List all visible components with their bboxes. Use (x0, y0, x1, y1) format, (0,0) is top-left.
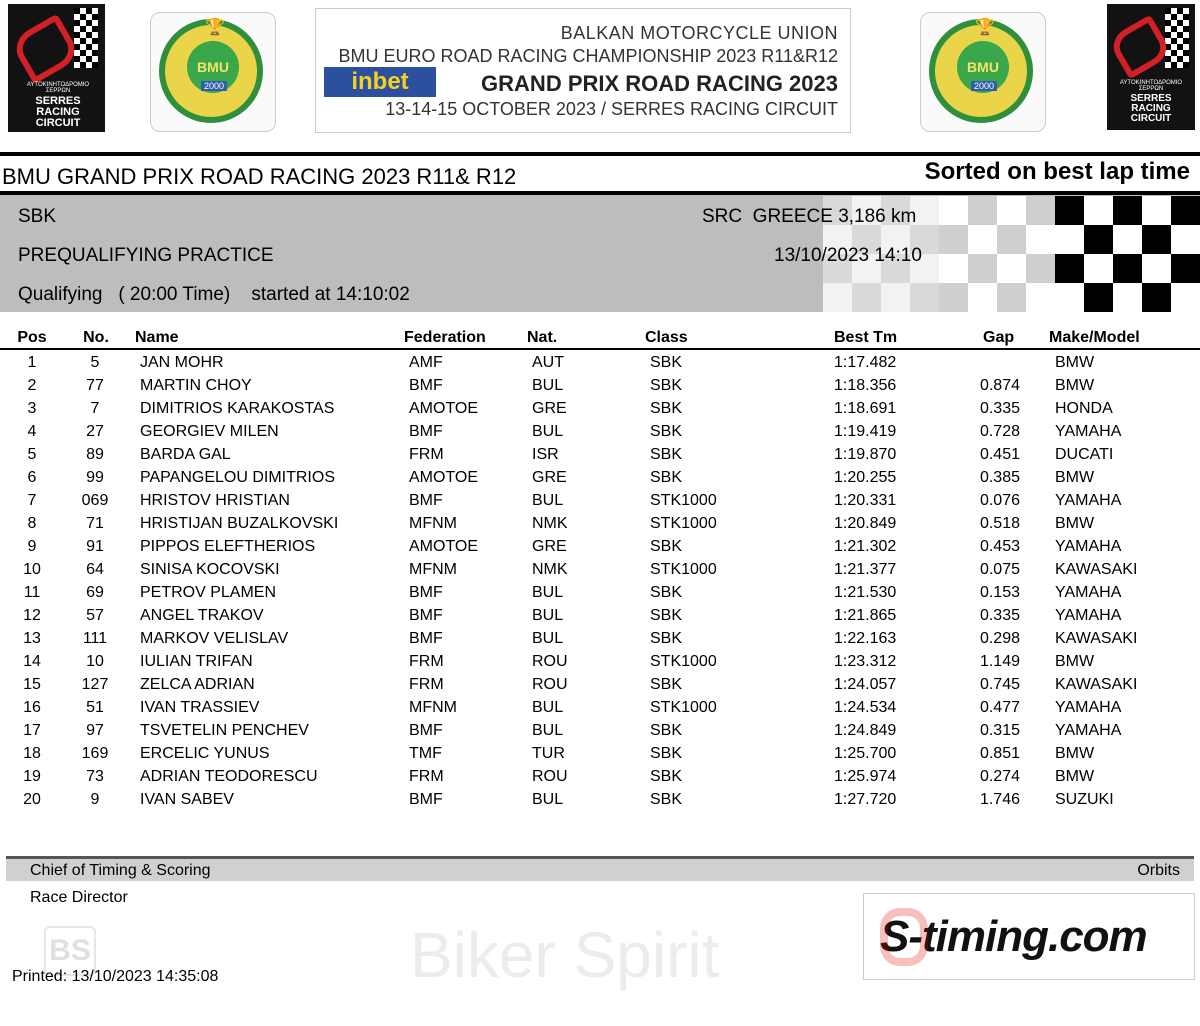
cell-fed: AMOTOE (409, 469, 479, 486)
cell-nat: BUL (532, 492, 564, 509)
cell-fed: BMF (409, 722, 443, 739)
cell-best: 1:20.331 (834, 492, 897, 509)
cell-gap: 1.746 (979, 791, 1020, 808)
table-header-underline (0, 348, 1200, 350)
biker-spirit-watermark: Biker Spirit (410, 919, 720, 991)
cell-fed: BMF (409, 423, 443, 440)
cell-make: YAMAHA (1055, 538, 1122, 555)
serres-circuit-logo-right (1107, 4, 1195, 130)
cell-cls: SBK (650, 791, 683, 808)
table-row (0, 515, 1200, 538)
cell-best: 1:21.302 (834, 538, 897, 555)
cell-cls: SBK (650, 538, 683, 555)
cell-cls: SBK (650, 745, 683, 762)
cell-best: 1:24.534 (834, 699, 897, 716)
checker-square (997, 196, 1026, 225)
cell-make: YAMAHA (1055, 584, 1122, 601)
cell-make: YAMAHA (1055, 722, 1122, 739)
col-name: Name (135, 329, 179, 346)
cell-name: IVAN TRASSIEV (140, 699, 260, 716)
cell-gap: 1.149 (979, 653, 1020, 670)
col-class: Class (645, 329, 688, 346)
checker-square (939, 196, 968, 225)
session-qualifying-info: Qualifying ( 20:00 Time) started at 14:10:02 (18, 284, 410, 305)
checker-square (1084, 254, 1113, 283)
cell-name: DIMITRIOS KARAKOSTAS (140, 400, 335, 417)
cell-pos: 2 (27, 377, 37, 394)
cell-make: DUCATI (1055, 446, 1114, 463)
cell-make: YAMAHA (1055, 699, 1122, 716)
cell-fed: BMF (409, 630, 443, 647)
session-datetime: 13/10/2023 14:10 (774, 245, 922, 266)
trophy-icon: 🏆 (975, 19, 995, 36)
cell-nat: BUL (532, 630, 564, 647)
cell-nat: TUR (532, 745, 565, 762)
checker-square (1055, 196, 1084, 225)
cell-gap: 0.153 (979, 584, 1020, 601)
title-divider (0, 152, 1200, 156)
cell-make: BMW (1055, 469, 1095, 486)
cell-nat: ROU (532, 768, 568, 785)
printed-timestamp: Printed: 13/10/2023 14:35:08 (12, 968, 219, 985)
cell-no: 99 (86, 469, 104, 486)
cell-best: 1:19.419 (834, 423, 897, 440)
cell-cls: SBK (650, 630, 683, 647)
checker-square (1171, 225, 1200, 254)
cell-name: ERCELIC YUNUS (140, 745, 270, 762)
cell-best: 1:27.720 (834, 791, 897, 808)
cell-gap: 0.298 (979, 630, 1020, 647)
cell-make: KAWASAKI (1055, 561, 1138, 578)
session-category: SBK (18, 206, 57, 227)
bmu-logo-year: 2000 (201, 81, 227, 91)
cell-pos: 12 (23, 607, 41, 624)
checker-square (1026, 254, 1055, 283)
cell-pos: 6 (27, 469, 37, 486)
col-make: Make/Model (1049, 329, 1140, 346)
cell-cls: SBK (650, 423, 683, 440)
cell-gap: 0.315 (979, 722, 1020, 739)
cell-make: SUZUKI (1055, 791, 1114, 808)
cell-fed: AMF (409, 354, 443, 371)
checker-square (968, 196, 997, 225)
checker-square (1113, 196, 1142, 225)
cell-gap: 0.477 (979, 699, 1020, 716)
bmu-logo-text: BMU (187, 41, 239, 93)
cell-no: 127 (81, 676, 109, 693)
cell-gap: 0.728 (979, 423, 1020, 440)
banner-event-dates: 13-14-15 OCTOBER 2023 / SERRES RACING CIRCUIT (385, 99, 838, 119)
cell-pos: 8 (27, 515, 37, 532)
cell-cls: SBK (650, 446, 683, 463)
checker-square (1142, 283, 1171, 312)
inbet-sponsor-logo: inbet (324, 67, 436, 97)
cell-gap: 0.335 (979, 607, 1020, 624)
cell-make: YAMAHA (1055, 492, 1122, 509)
cell-best: 1:20.255 (834, 469, 897, 486)
checker-square (997, 254, 1026, 283)
cell-pos: 18 (23, 745, 41, 762)
cell-nat: GRE (532, 538, 567, 555)
cell-fed: MFNM (409, 515, 457, 532)
col-nat: Nat. (527, 329, 558, 346)
cell-cls: SBK (650, 354, 683, 371)
checker-square (1084, 196, 1113, 225)
cell-fed: BMF (409, 492, 443, 509)
checker-square (1084, 225, 1113, 254)
cell-fed: FRM (409, 446, 444, 463)
cell-no: 169 (81, 745, 109, 762)
cell-best: 1:22.163 (834, 630, 897, 647)
checker-square (1113, 254, 1142, 283)
banner-championship-title: BMU EURO ROAD RACING CHAMPIONSHIP 2023 R11&R12 (338, 46, 838, 66)
cell-pos: 3 (27, 400, 37, 417)
checker-square (1142, 254, 1171, 283)
cell-gap: 0.874 (979, 377, 1020, 394)
cell-gap: 0.076 (979, 492, 1020, 509)
cell-fed: AMOTOE (409, 538, 479, 555)
cell-best: 1:19.870 (834, 446, 897, 463)
checker-square (1026, 196, 1055, 225)
checker-square (1055, 254, 1084, 283)
cell-gap: 0.385 (979, 469, 1020, 486)
cell-nat: GRE (532, 400, 567, 417)
cell-cls: STK1000 (650, 561, 717, 578)
cell-nat: ISR (532, 446, 559, 463)
cell-fed: TMF (409, 745, 442, 762)
checker-square (1084, 283, 1113, 312)
col-pos: Pos (17, 329, 47, 346)
checker-square (1142, 225, 1171, 254)
checker-square (939, 225, 968, 254)
checkered-flag-icon (1165, 8, 1189, 68)
cell-cls: STK1000 (650, 515, 717, 532)
track-swirl-icon (9, 14, 82, 85)
cell-no: 57 (86, 607, 104, 624)
checkered-flag-icon (74, 8, 98, 68)
checker-square (997, 225, 1026, 254)
cell-name: MARKOV VELISLAV (140, 630, 289, 647)
session-type: PREQUALIFYING PRACTICE (18, 245, 274, 266)
cell-make: BMW (1055, 768, 1095, 785)
col-federation: Federation (404, 329, 486, 346)
race-director-label: Race Director (30, 889, 128, 906)
table-row (0, 791, 1200, 814)
checker-square (1113, 225, 1142, 254)
checker-square (968, 254, 997, 283)
cell-cls: STK1000 (650, 699, 717, 716)
table-row (0, 584, 1200, 607)
cell-best: 1:21.530 (834, 584, 897, 601)
table-row (0, 400, 1200, 423)
s-timing-logo-text: S-timing.com (880, 912, 1147, 961)
logo-greek-text: ΑΥΤΟΚΙΝΗΤΟΔΡΟΜΙΟ ΣΕΡΡΩΝ (1119, 80, 1183, 92)
cell-gap: 0.745 (979, 676, 1020, 693)
cell-gap: 0.274 (979, 768, 1020, 785)
cell-no: 77 (86, 377, 104, 394)
table-row (0, 469, 1200, 492)
cell-fed: BMF (409, 791, 443, 808)
page-title: BMU GRAND PRIX ROAD RACING 2023 R11& R12 (2, 164, 517, 189)
cell-best: 1:18.356 (834, 377, 897, 394)
cell-best: 1:21.865 (834, 607, 897, 624)
bmu-logo-right (920, 12, 1046, 132)
checker-square (1171, 254, 1200, 283)
col-no: No. (83, 329, 109, 346)
cell-name: ZELCA ADRIAN (140, 676, 255, 693)
table-row (0, 561, 1200, 584)
bmu-logo-year: 2000 (971, 81, 997, 91)
table-row (0, 607, 1200, 630)
table-row (0, 676, 1200, 699)
cell-make: HONDA (1055, 400, 1113, 417)
cell-nat: BUL (532, 791, 564, 808)
track-swirl-icon (1107, 15, 1173, 80)
chief-timing-label: Chief of Timing & Scoring (30, 862, 211, 879)
orbits-label: Orbits (1137, 862, 1180, 879)
cell-best: 1:25.700 (834, 745, 897, 762)
cell-gap: 0.075 (979, 561, 1020, 578)
cell-best: 1:23.312 (834, 653, 897, 670)
cell-nat: GRE (532, 469, 567, 486)
logo-text: SERRES RACING CIRCUIT (35, 95, 81, 129)
cell-cls: SBK (650, 584, 683, 601)
cell-pos: 5 (27, 446, 37, 463)
cell-name: PAPANGELOU DIMITRIOS (140, 469, 335, 486)
cell-nat: BUL (532, 607, 564, 624)
cell-cls: SBK (650, 469, 683, 486)
cell-name: SINISA KOCOVSKI (140, 561, 280, 578)
cell-nat: AUT (532, 354, 564, 371)
checker-square (939, 254, 968, 283)
cell-best: 1:21.377 (834, 561, 897, 578)
cell-make: KAWASAKI (1055, 676, 1138, 693)
cell-nat: BUL (532, 722, 564, 739)
cell-make: BMW (1055, 354, 1095, 371)
sort-note: Sorted on best lap time (924, 158, 1190, 185)
table-row (0, 354, 1200, 377)
cell-nat: ROU (532, 653, 568, 670)
checker-square (1113, 283, 1142, 312)
cell-best: 1:24.057 (834, 676, 897, 693)
table-row (0, 699, 1200, 722)
cell-no: 5 (90, 354, 100, 371)
table-row (0, 446, 1200, 469)
cell-name: GEORGIEV MILEN (140, 423, 279, 440)
checker-square (1142, 196, 1171, 225)
checker-square (1026, 225, 1055, 254)
cell-nat: NMK (532, 561, 568, 578)
cell-gap: 0.851 (979, 745, 1020, 762)
cell-pos: 1 (27, 354, 37, 371)
table-row (0, 377, 1200, 400)
cell-no: 27 (86, 423, 104, 440)
checker-square (1055, 225, 1084, 254)
cell-pos: 10 (23, 561, 41, 578)
cell-cls: SBK (650, 768, 683, 785)
cell-best: 1:24.849 (834, 722, 897, 739)
cell-pos: 16 (23, 699, 41, 716)
checker-square (968, 225, 997, 254)
table-row (0, 722, 1200, 745)
cell-pos: 11 (23, 584, 41, 601)
cell-pos: 4 (27, 423, 37, 440)
cell-best: 1:18.691 (834, 400, 897, 417)
cell-make: BMW (1055, 745, 1095, 762)
cell-no: 9 (90, 791, 100, 808)
cell-cls: SBK (650, 400, 683, 417)
checker-square (997, 283, 1026, 312)
col-gap: Gap (983, 329, 1015, 346)
checker-square (1026, 283, 1055, 312)
cell-no: 10 (86, 653, 104, 670)
table-row (0, 538, 1200, 561)
table-row (0, 745, 1200, 768)
cell-name: HRISTOV HRISTIAN (140, 492, 290, 509)
championship-banner (315, 8, 851, 133)
cell-nat: BUL (532, 584, 564, 601)
checker-square (939, 283, 968, 312)
checker-square (852, 283, 881, 312)
trophy-icon: 🏆 (205, 19, 225, 36)
cell-name: IVAN SABEV (140, 791, 234, 808)
cell-name: BARDA GAL (140, 446, 231, 463)
cell-no: 97 (86, 722, 104, 739)
checker-square (968, 283, 997, 312)
cell-name: TSVETELIN PENCHEV (140, 722, 309, 739)
cell-no: 7 (90, 400, 100, 417)
cell-fed: MFNM (409, 699, 457, 716)
table-row (0, 423, 1200, 446)
cell-pos: 13 (23, 630, 41, 647)
cell-pos: 19 (23, 768, 41, 785)
cell-cls: STK1000 (650, 653, 717, 670)
cell-fed: FRM (409, 768, 444, 785)
cell-name: PETROV PLAMEN (140, 584, 277, 601)
cell-name: HRISTIJAN BUZALKOVSKI (140, 515, 339, 532)
cell-nat: ROU (532, 676, 568, 693)
cell-pos: 14 (23, 653, 41, 670)
logo-text: SERRES RACING CIRCUIT (1130, 93, 1172, 124)
cell-fed: FRM (409, 653, 444, 670)
banner-event-title: GRAND PRIX ROAD RACING 2023 (481, 71, 838, 96)
cell-nat: BUL (532, 423, 564, 440)
cell-gap: 0.518 (979, 515, 1020, 532)
cell-fed: MFNM (409, 561, 457, 578)
cell-name: ADRIAN TEODORESCU (140, 768, 318, 785)
checker-square (881, 283, 910, 312)
cell-fed: BMF (409, 377, 443, 394)
cell-no: 89 (86, 446, 104, 463)
cell-no: 73 (86, 768, 104, 785)
table-row (0, 630, 1200, 653)
cell-nat: BUL (532, 699, 564, 716)
serres-circuit-logo-left (8, 4, 105, 132)
checker-square (1171, 283, 1200, 312)
session-circuit: SRC GREECE 3,186 km (702, 206, 917, 227)
cell-fed: FRM (409, 676, 444, 693)
cell-name: IULIAN TRIFAN (140, 653, 253, 670)
cell-make: YAMAHA (1055, 607, 1122, 624)
col-best: Best Tm (834, 329, 898, 346)
cell-name: MARTIN CHOY (140, 377, 252, 394)
cell-gap: 0.451 (979, 446, 1020, 463)
cell-gap: 0.453 (979, 538, 1020, 555)
cell-name: PIPPOS ELEFTHERIOS (140, 538, 316, 555)
cell-make: BMW (1055, 653, 1095, 670)
bmu-logo-left (150, 12, 276, 132)
cell-no: 069 (81, 492, 109, 509)
cell-no: 71 (86, 515, 104, 532)
table-row (0, 492, 1200, 515)
cell-cls: SBK (650, 676, 683, 693)
cell-no: 69 (86, 584, 104, 601)
cell-pos: 20 (23, 791, 41, 808)
checker-square (910, 283, 939, 312)
cell-fed: BMF (409, 607, 443, 624)
cell-cls: SBK (650, 607, 683, 624)
cell-no: 111 (82, 630, 108, 647)
table-row (0, 653, 1200, 676)
cell-fed: AMOTOE (409, 400, 479, 417)
checker-square (1171, 196, 1200, 225)
table-row (0, 768, 1200, 791)
cell-nat: NMK (532, 515, 568, 532)
s-timing-red-s (880, 908, 928, 966)
cell-best: 1:17.482 (834, 354, 897, 371)
banner-union-title: BALKAN MOTORCYCLE UNION (560, 23, 838, 43)
cell-make: YAMAHA (1055, 423, 1122, 440)
cell-pos: 7 (27, 492, 37, 509)
cell-cls: STK1000 (650, 492, 717, 509)
bmu-logo-text: BMU (957, 41, 1009, 93)
cell-pos: 15 (23, 676, 41, 693)
cell-make: KAWASAKI (1055, 630, 1138, 647)
cell-best: 1:25.974 (834, 768, 897, 785)
cell-cls: SBK (650, 377, 683, 394)
s-timing-logo (863, 893, 1195, 980)
cell-nat: BUL (532, 377, 564, 394)
cell-pos: 9 (27, 538, 37, 555)
cell-no: 91 (86, 538, 104, 555)
bs-watermark-badge: BS (44, 926, 96, 976)
logo-greek-text: ΑΥΤΟΚΙΝΗΤΟΔΡΟΜΙΟ ΣΕΡΡΩΝ (26, 82, 90, 94)
cell-gap: 0.335 (979, 400, 1020, 417)
checker-square (1055, 283, 1084, 312)
cell-no: 64 (86, 561, 104, 578)
cell-fed: BMF (409, 584, 443, 601)
checker-square (823, 283, 852, 312)
cell-make: BMW (1055, 377, 1095, 394)
cell-name: JAN MOHR (140, 354, 224, 371)
cell-best: 1:20.849 (834, 515, 897, 532)
cell-no: 51 (86, 699, 104, 716)
cell-cls: SBK (650, 722, 683, 739)
cell-name: ANGEL TRAKOV (140, 607, 264, 624)
cell-make: BMW (1055, 515, 1095, 532)
cell-pos: 17 (23, 722, 41, 739)
